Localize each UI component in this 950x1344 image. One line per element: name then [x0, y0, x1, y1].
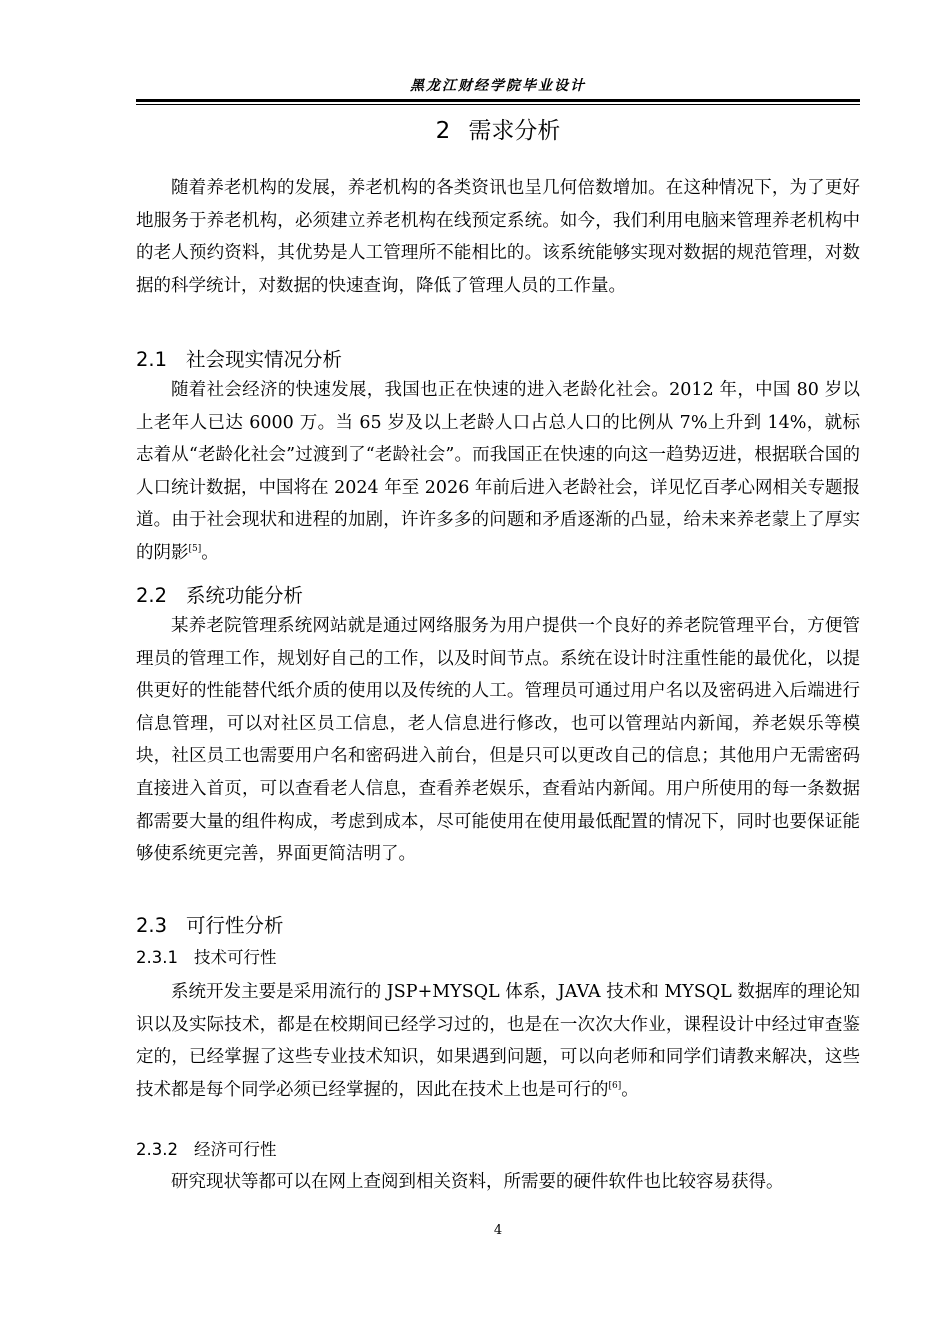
section-title: 可行性分析 — [186, 914, 284, 937]
subsection-number: 2.3.2 — [136, 1140, 178, 1159]
section-title: 系统功能分析 — [186, 584, 304, 607]
section-2-1-paragraph — [136, 374, 860, 570]
running-header: 黑龙江财经学院毕业设计 — [410, 78, 586, 94]
paragraph-end: 。 — [201, 542, 219, 563]
header-rule-thick — [136, 99, 860, 102]
subsection-title: 经济可行性 — [194, 1140, 277, 1159]
subsection-2-3-1-paragraph — [136, 976, 860, 1106]
section-heading-2-2 — [136, 582, 860, 610]
citation-ref: [5] — [188, 544, 202, 555]
paragraph-text: 随着社会经济的快速发展，我国也正在快速的进入老龄化社会。2012 年，中国 80 岁以上老年人已达 6000 万。当 65 岁及以上老龄人口占总人口的比例从 7%上升到 14%，就标志着从“老龄化社会”过渡到了“老龄社会”。而我国正在快速的向这一趋势迈进，根据联合国的人口统计数据，中国将在 2024 年至 2026 年前后进入老龄社会，详见忆百孝心网相关专题报道。由于社会现状和进程的加剧，许许多多的问题和矛盾逐渐的凸显，给未来养老蒙上了厚实的阴影 — [136, 380, 860, 563]
page-number: 4 — [493, 1223, 503, 1238]
section-heading-2-1 — [136, 346, 860, 374]
section-title: 社会现实情况分析 — [186, 348, 343, 371]
header-rule-thin — [136, 104, 860, 105]
chapter-title — [136, 114, 860, 148]
citation-ref: [6] — [608, 1080, 622, 1091]
section-heading-2-3 — [136, 912, 860, 940]
subsection-title: 技术可行性 — [194, 948, 277, 967]
subsection-heading-2-3-2 — [136, 1138, 860, 1162]
chapter-number: 2 — [435, 118, 451, 144]
intro-paragraph: 随着养老机构的发展，养老机构的各类资讯也呈几何倍数增加。在这种情况下，为了更好地服务于养老机构，必须建立养老机构在线预定系统。如今，我们利用电脑来管理养老机构中的老人预约资料，其优势是人工管理所不能相比的。该系统能够实现对数据的规范管理，对数据的科学统计，对数据的快速查询，降低了管理人员的工作量。 — [136, 178, 860, 296]
subsection-heading-2-3-1 — [136, 946, 860, 970]
paragraph-text: 系统开发主要是采用流行的 JSP+MYSQL 体系，JAVA 技术和 MYSQL 数据库的理论知识以及实际技术，都是在校期间已经学习过的，也是在一次次大作业，课程设计中经过审查鉴定的，已经掌握了这些专业技术知识，如果遇到问题，可以向老师和同学们请教来解决，这些技术都是每个同学必须已经掌握的，因此在技术上也是可行的 — [136, 982, 860, 1100]
paragraph-end: 。 — [621, 1079, 639, 1100]
section-number: 2.2 — [136, 584, 168, 607]
section-number: 2.3 — [136, 914, 168, 937]
section-2-2-paragraph: 某养老院管理系统网站就是通过网络服务为用户提供一个良好的养老院管理平台，方便管理员的管理工作，规划好自己的工作，以及时间节点。系统在设计时注重性能的最优化，以提供更好的性能替代纸介质的使用以及传统的人工。管理员可通过用户名以及密码进入后端进行信息管理，可以对社区员工信息，老人信息进行修改，也可以管理站内新闻，养老娱乐等模块，社区员工也需要用户名和密码进入前台，但是只可以更改自己的信息；其他用户无需密码直接进入首页，可以查看老人信息，查看养老娱乐，查看站内新闻。用户所使用的每一条数据都需要大量的组件构成，考虑到成本，尽可能使用在使用最低配置的情况下，同时也要保证能够使系统更完善，界面更简洁明了。 — [136, 616, 860, 865]
subsection-number: 2.3.1 — [136, 948, 178, 967]
chapter-title-text: 需求分析 — [468, 118, 561, 144]
section-number: 2.1 — [136, 348, 168, 371]
subsection-2-3-2-paragraph: 研究现状等都可以在网上查阅到相关资料，所需要的硬件软件也比较容易获得。 — [171, 1172, 784, 1192]
